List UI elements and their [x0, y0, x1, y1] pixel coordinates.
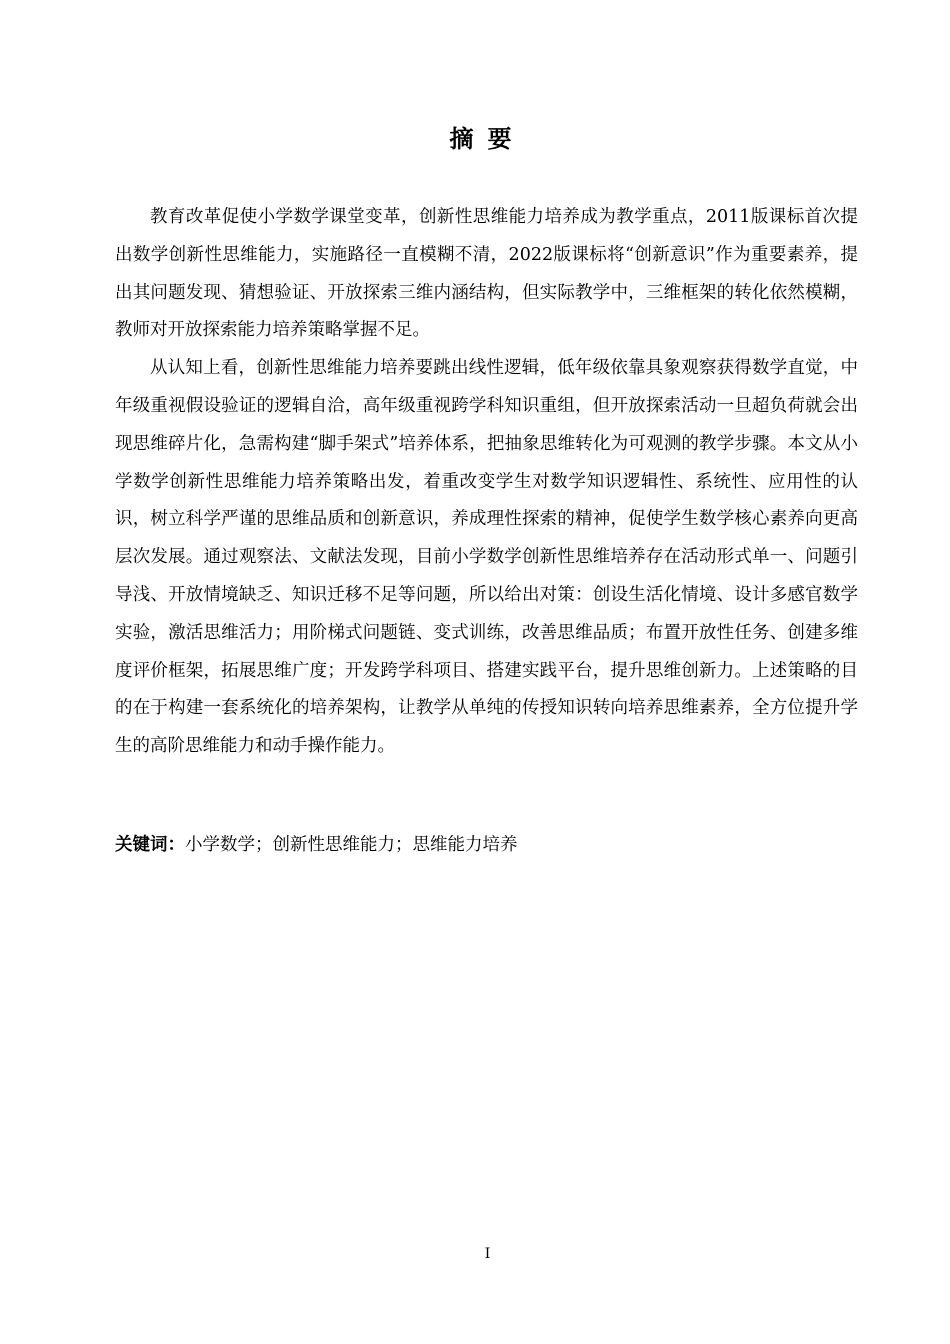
abstract-body [115, 199, 858, 766]
abstract-paragraph-1: 教育改革促使小学数学课堂变革，创新性思维能力培养成为教学重点，2011版课标首次提出数学创新性思维能力，实施路径一直模糊不清，2022版课标将“创新意识”作为重要素养，提出其问题发现、猜想验证、开放探索三维内涵结构，但实际教学中，三维框架的转化依然模糊，教师对开放探索能力培养策略掌握不足。 [115, 207, 858, 341]
keywords-line [115, 829, 858, 861]
page-number: I [484, 1246, 491, 1262]
keywords-label: 关键词： [115, 835, 185, 855]
keywords-value: 小学数学；创新性思维能力；思维能力培养 [185, 835, 518, 855]
abstract-paragraph-2: 从认知上看，创新性思维能力培养要跳出线性逻辑，低年级依靠具象观察获得数学直觉，中年级重视假设验证的逻辑自洽，高年级重视跨学科知识重组，但开放探索活动一旦超负荷就会出现思维碎片化，急需构建“脚手架式”培养体系，把抽象思维转化为可观测的教学步骤。本文从小学数学创新性思维能力培养策略出发，着重改变学生对数学知识逻辑性、系统性、应用性的认识，树立科学严谨的思维品质和创新意识，养成理性探索的精神，促使学生数学核心素养向更高层次发展。通过观察法、文献法发现，目前小学数学创新性思维培养存在活动形式单一、问题引导浅、开放情境缺乏、知识迁移不足等问题，所以给出对策：创设生活化情境、设计多感官数学实验，激活思维活力；用阶梯式问题链、变式训练，改善思维品质；布置开放性任务、创建多维度评价框架，拓展思维广度；开发跨学科项目、搭建实践平台，提升思维创新力。上述策略的目的在于构建一套系统化的培养架构，让教学从单纯的传授知识转向培养思维素养，全方位提升学生的高阶思维能力和动手操作能力。 [115, 358, 858, 757]
abstract-title: 摘要 [449, 124, 526, 153]
